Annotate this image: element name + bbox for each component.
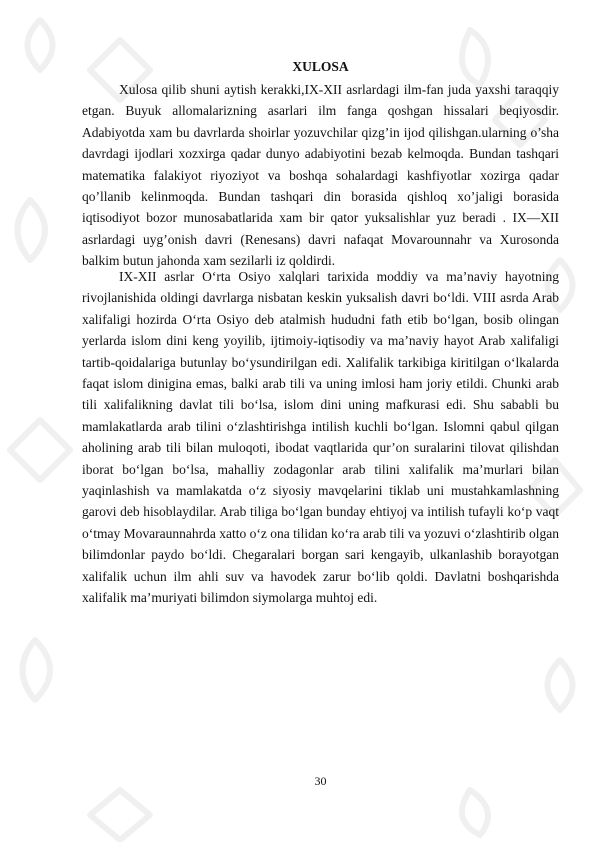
document-title: XULOSA bbox=[292, 59, 349, 74]
page-number: 30 bbox=[314, 774, 327, 788]
paragraph-history: IX-XII asrlar O‘rta Osiyo xalqlari tarixida moddiy va ma’naviy hayotning rivojlanishida oldingi davrlarga nisbatan keskin yuksalish davri bo‘ldi. VIII asrda Arab xalifaligi hozirda O‘rta Osiyo deb atalmish hududni fath etib bo‘lgan, bosib olingan yerlarda islom dini keng yoyilib, ijtimoiy-iqtisodiy va ma’naviy hayot Arab xalifaligi tartib-qoidalariga butunlay bo‘ysundirilgan edi. Xalifalik tarkibiga kiritilgan o‘lkalarda faqat islom dinigina emas, balki arab tili va uning imlosi ham joriy etildi. Chunki arab tili xalifalikning davlat tili bo‘lsa, islom dini uning mafkurasi edi. Shu sababli bu mamlakatlarda arab tilini o‘zlashtirishga intilish kuchli bo‘lgan. Islomni qabul qilgan aholining arab tili bilan muloqoti, ibodat vaqtlarida qur’on suralarini tilovat qilishdan iborat bo‘lgan bo‘lsa, mahalliy zodagonlar arab tilini xalifalik ma’murlari bilan yaqinlashish va mamlakatda o‘z siyosiy mavqelarini tiklab uni mustahkamlashning garovi deb hisoblaydilar. Arab tiliga bo‘lgan bunday ehtiyoj va intilish tufayli ko‘p vaqt o‘tmay Movaraunnahrda xatto o‘z ona tilidan ko‘ra arab tili va yozuvi o‘zlashtirib olgan bilimdonlar paydo bo‘ldi. Chegaralari borgan sari kengayib, ulkanlashib borayotgan xalifalik uchun ilm ahli suv va havodek zarur bo‘lib qoldi. Davlatni boshqarishda xalifalik ma’muriyati bilimdon siymolarga muhtoj edi. bbox=[82, 269, 559, 606]
paragraph-conclusion: Xulosa qilib shuni aytish kerakki,IX-XII asrlardagi ilm-fan juda yaxshi taraqqiy etgan. Buyuk allomalarizning asarlari ilm fanga qoshgan hissalari beqiyosdir. Adabiyotda xam bu davrlarda shoirlar yozuvchilar qizg’in ijod qilishgan.ularning o’sha davrdagi ijodlari xozxirga qadar dunyo adabiyotini bezab kelmoqda. Bundan tashqari matematika falakiyot riyoziyot va boshqa sohalardagi kashfiyotlar xozirga qadar qo’llanib kelinmoqda. Bundan tashqari din borasida qishloq xo’jaligi borasida iqtisodiyot bozor munosabatlarida xam bir qator yuksalishlar yuz beradi . IX—XII asrlardagi uyg’onish davri (Renesans) davri nafaqat Movarounnahr va Xurosonda balkim butun jahonda xam sezilarli iz qoldirdi. bbox=[82, 82, 559, 269]
